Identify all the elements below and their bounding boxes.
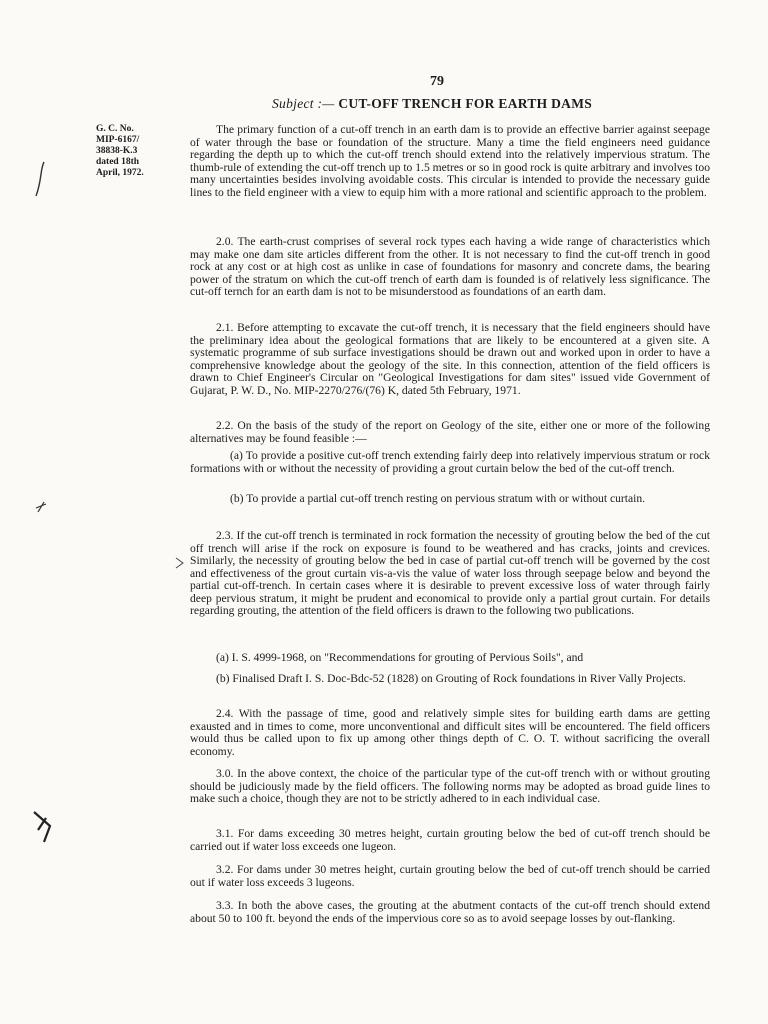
paragraph-2-1: 2.1. Before attempting to excavate the cut-off trench, it is necessary that the field engineers should have the preliminary idea about the geological formations that are likely to be encountered at a given site. A systematic programme of sub surface investigations should be drawn out and worked upon in order to have a comprehensive knowledge about the geology of the site. In this connection, attention of the field officers is drawn to Chief Engineer's Circular on "Geological Investigations for dam sites" issued vide Government of Gujarat, P. W. D., No. MIP-2270/276/(76) K, dated 5th February, 1971. xyxy=(190,321,710,397)
paragraph-introduction: The primary function of a cut-off trench in an earth dam is to provide an effective barrier against seepage of water through the base or foundation of the structure. Many a time the field engineers need guidance regarding the depth up to which the cut-off trench should extend into the relatively impervious stratum. The thumb-rule of extending the cut-off trench up to 1.5 metres or so in good rock is quite arbitrary and involves too many uncertainties besides involving avoidable costs. This circular is intended to provide the necessary guide lines to the field engineer with a view to equip him with a more rational and scientific approach to the problem. xyxy=(190,123,710,199)
margin-ink-mark xyxy=(30,808,56,844)
paragraph-2-2: 2.2. On the basis of the study of the report on Geology of the site, either one or more of the following alternatives may be found feasible :— xyxy=(190,419,710,445)
paragraph-2-4: 2.4. With the passage of time, good and relatively simple sites for building earth dams are getting exausted and in times to come, more unconventional and difficult sites will be encountered. The field officers would thus be called upon to fix up among other things depth of C. O. T. without sacrificing the overall economy. xyxy=(190,707,710,758)
circular-reference-line: G. C. No. xyxy=(96,124,134,134)
circular-reference-line: April, 1972. xyxy=(96,168,144,178)
paragraph-3-3: 3.3. In both the above cases, the grouting at the abutment contacts of the cut-off trench should extend about 50 to 100 ft. beyond the ends of the impervious core so as to avoid seepage losses by out-flanking. xyxy=(190,899,710,925)
margin-ink-mark xyxy=(34,500,48,516)
margin-ink-mark xyxy=(174,556,186,570)
paragraph-2-3-a: (a) I. S. 4999-1968, on "Recommendations for grouting of Pervious Soils", and xyxy=(216,651,584,664)
margin-ink-mark xyxy=(32,160,48,200)
circular-reference-line: MIP-6167/ xyxy=(96,135,140,145)
circular-reference xyxy=(96,124,162,179)
circular-reference-line: 38838-K.3 xyxy=(96,146,138,156)
subject-title: CUT-OFF TRENCH FOR EARTH DAMS xyxy=(338,96,593,111)
circular-reference-line: dated 18th xyxy=(96,157,140,167)
subject-heading xyxy=(272,96,672,112)
paragraph-2-2-b: (b) To provide a partial cut-off trench resting on pervious stratum with or without curtain. xyxy=(230,492,646,505)
paragraph-3-0: 3.0. In the above context, the choice of the particular type of the cut-off trench with or without grouting should be judiciously made by the field officers. The following norms may be adopted as broad guide lines to make such a choice, though they are not to be strictly adhered to in each individual case. xyxy=(190,767,710,805)
page-number: 79 xyxy=(430,74,444,89)
paragraph-2-3: 2.3. If the cut-off trench is terminated in rock formation the necessity of grouting below the bed of the cut off trench will arise if the rock on exposure is found to be weathered and has cracks, joints and crevices. Similarly, the necessity of grouting below the bed in case of partial cut-off trench will be governed by the cost and effectiveness of the grout curtain vis-a-vis the value of water loss through seepage below and beyond the partial cut-off-trench. In certain cases where it is desirable to prevent excessive loss of water through fairly deep pervious stratum, it might be prudent and economical to provide only a partial grout curtain. For details regarding grouting, the attention of the field officers is drawn to the following two publications. xyxy=(190,529,710,617)
subject-label: Subject :— xyxy=(272,96,335,111)
paragraph-3-1: 3.1. For dams exceeding 30 metres height, curtain grouting below the bed of cut-off trench should be carried out if water loss exceeds one lugeon. xyxy=(190,827,710,853)
paragraph-2-0: 2.0. The earth-crust comprises of several rock types each having a wide range of characteristics which may make one dam site articles different from the other. It is not necessary to find the cut-off trench in good rock at any cost or at high cost as unlike in case of foundations for masonry and concrete dams, the bearing power of the stratum on which the cut-off trench of earth dam is founded is of relatively less significance. The cut-off ternch for an earth dam is not to be misunderstood as foundations of an earth dam. xyxy=(190,235,710,298)
paragraph-2-3-b: (b) Finalised Draft I. S. Doc-Bdc-52 (1828) on Grouting of Rock foundations in River Vally Projects. xyxy=(216,672,686,685)
paragraph-2-2-a: (a) To provide a positive cut-off trench extending fairly deep into relatively impervious stratum or rock formations with or without the necessity of providing a grout curtain below the bed of the cut-off trench. xyxy=(190,449,710,475)
paragraph-3-2: 3.2. For dams under 30 metres height, curtain grouting below the bed of cut-off trench should be carried out if water loss exceeds 3 lugeons. xyxy=(190,863,710,889)
